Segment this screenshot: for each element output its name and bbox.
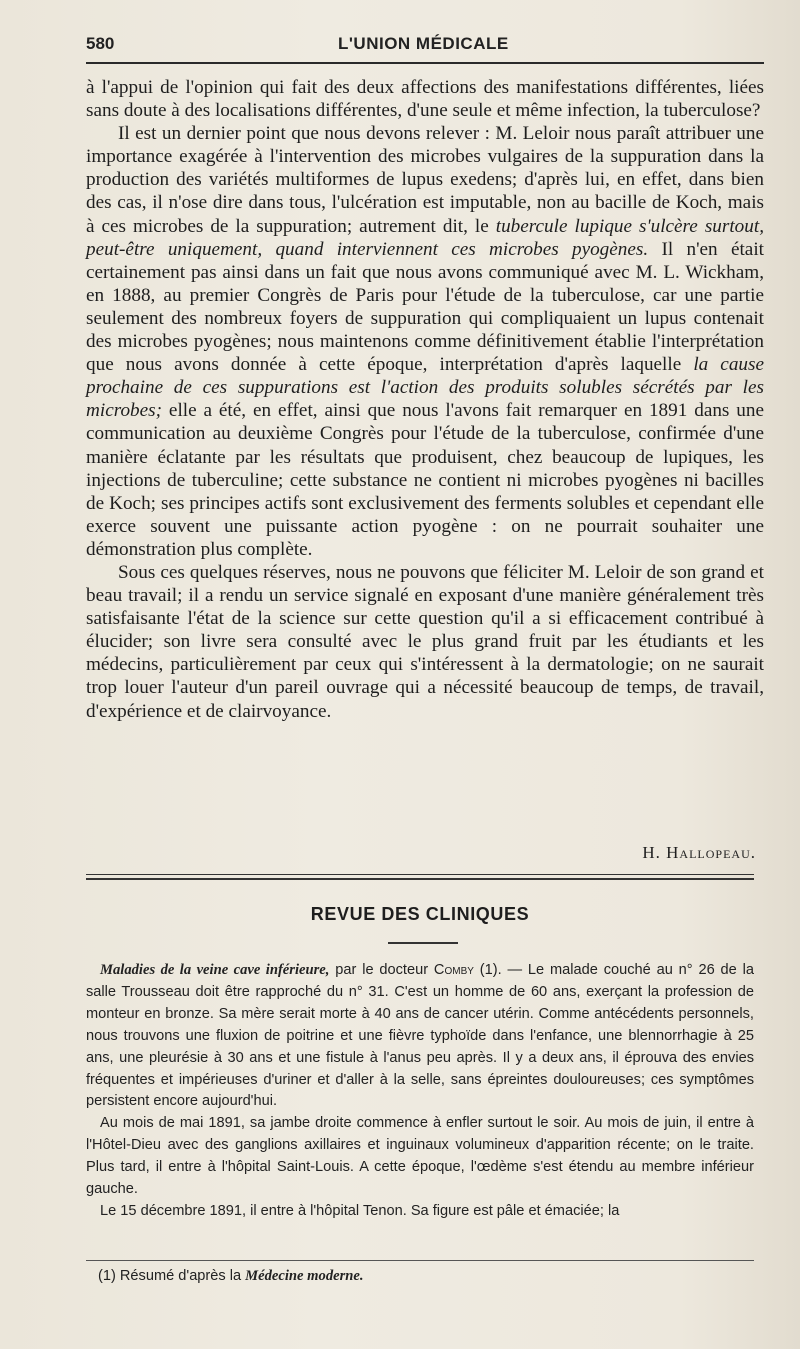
italic-text-run: Maladies de la veine cave inférieure,: [100, 962, 330, 978]
page-header: [86, 30, 764, 58]
text-run: par le docteur: [329, 962, 434, 978]
header-rule: [86, 62, 764, 64]
footnote-rule: [86, 1260, 754, 1261]
article-body: [86, 76, 764, 723]
article-paragraph: [86, 561, 764, 723]
section-paragraph: [86, 1201, 754, 1223]
italic-text-run: tubercule lupique s'ulcère surtout, peut-être uniquement, quand interviennent ces microbes pyogènes.: [86, 215, 764, 260]
page-number: 580: [86, 34, 115, 53]
italic-text-run: Médecine moderne.: [245, 1268, 364, 1284]
article-paragraph: [86, 122, 764, 561]
section-title: REVUE DES CLINIQUES: [310, 904, 530, 924]
article-paragraph: [86, 76, 764, 122]
text-run: elle a été, en effet, ainsi que nous l'avons fait remarquer en 1891 dans une communication au deuxième Congrès pour l'étude de la tuberculose, confirmée d'une manière éclatante par les résultats que produisent, chez beaucoup de lupiques, les injections de tuberculine; cette substance ne contient ni microbes pyogènes ni bacilles de Koch; ses principes actifs sont exclusivement des ferments solubles et cependant elle exerce souvent une puissante action pyogène : on ne pourrait souhaiter une démonstration plus complète.: [86, 400, 764, 560]
text-run: (1) Résumé d'après la: [98, 1268, 246, 1284]
running-head: L'UNION MÉDICALE: [338, 34, 509, 53]
text-run: à l'appui de l'opinion qui fait des deux affections des manifestations différentes, liées sans doute à des localisations différentes, d'une seule et même infection, la tuberculose?: [86, 77, 764, 122]
text-run: Il est un dernier point que nous devons relever : M. Leloir nous paraît attribuer une importance exagérée à l'intervention des microbes vulgaires de la suppuration dans la production des variétés multiformes de lupus exedens; d'après lui, en effet, dans bien des cas, il n'ose dire dans tous, l'ulcération est imputable, non au bacille de Koch, mais à ces microbes de la suppuration; autrement dit, le: [86, 123, 764, 237]
section-paragraph: [86, 960, 754, 1113]
text-run: Le 15 décembre 1891, il entre à l'hôpital Tenon. Sa figure est pâle et émaciée; la: [100, 1202, 620, 1219]
text-run: Comby: [433, 962, 474, 978]
text-run: Au mois de mai 1891, sa jambe droite commence à enfler surtout le soir. Au mois de juin, il entre à l'Hôtel-Dieu avec des ganglions axillaires et inguinaux volumineux d'apparition récente; on le traite. Plus tard, il entre à l'hôpital Saint-Louis. A cette époque, l'œdème s'est étendu au membre inférieur gauche.: [86, 1115, 754, 1198]
text-run: Sous ces quelques réserves, nous ne pouvons que féliciter M. Leloir de son grand et beau travail; il a rendu un service signalé en exposant d'une manière généralement très satisfaisante l'état de la science sur cette question qu'il a si efficacement contribué à élucider; son livre sera consulté avec le plus grand fruit par les étudiants et les médecins, particulièrement par ceux qui s'intéressent à la dermatologie; on ne saurait trop louer l'auteur d'un pareil ouvrage qui a nécessité beaucoup de temps, de travail, d'expérience et de clairvoyance.: [86, 561, 764, 722]
italic-text-run: la cause prochaine de ces suppurations est l'action des produits solubles sécrétés par les microbes;: [86, 354, 764, 422]
section-separator: [86, 874, 754, 875]
author-signature: [642, 843, 756, 863]
signature-text: H. Hallopeau.: [642, 843, 756, 862]
section-body: [86, 960, 754, 1223]
text-run: (1). — Le malade couché au n° 26 de la salle Trousseau doit être rapproché du n° 31. C'est un homme de 60 ans, exerçant la profession de monteur en bronze. Sa mère serait morte à 40 ans de cancer utérin. Comme antécédents personnels, nous trouvons une fluxion de poitrine et une fièvre typhoïde dans l'enfance, une blennorrhagie à 25 ans, une pleurésie à 30 ans et une fistule à l'anus peu après. Il y a deux ans, il éprouva des envies fréquentes et impérieuses d'uriner et d'aller à la selle, sans épreintes douloureuses; ces symptômes persistent encore aujourd'hui.: [86, 962, 754, 1110]
section-separator: [86, 878, 754, 880]
section-paragraph: [86, 1113, 754, 1201]
footnote: [98, 1268, 364, 1285]
section-title-underline: [388, 942, 458, 944]
text-run: Il n'en était certainement pas ainsi dans un fait que nous avons communiqué avec M. L. Wickham, en 1888, au premier Congrès de Paris pour l'étude de la tuberculose, car une partie seulement des nombreux foyers de suppuration qui compliquaient un lupus contenait des microbes pyogènes; nous maintenons comme définitivement établie l'interprétation que nous avons donnée à cette époque, interprétation d'après laquelle: [86, 238, 764, 376]
